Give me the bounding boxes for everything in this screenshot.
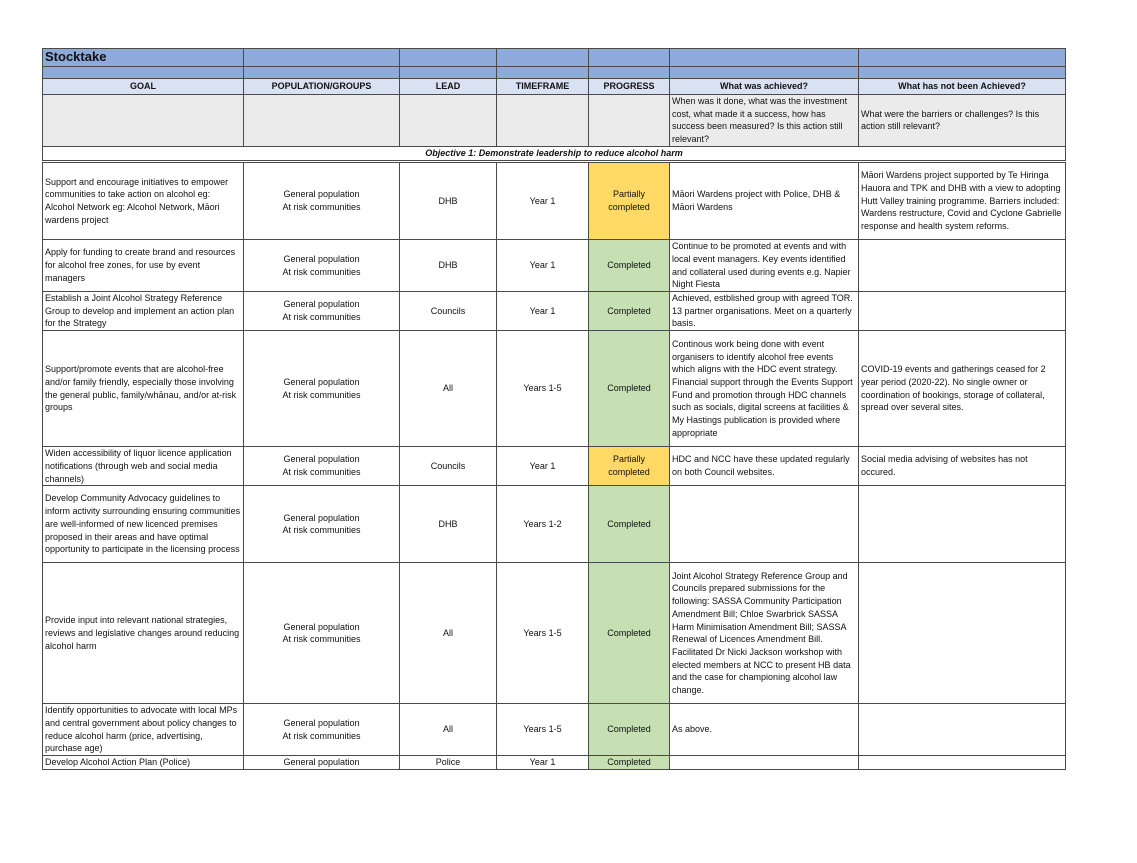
not-achieved-cell[interactable] bbox=[859, 331, 1066, 447]
not-achieved-text: Māori Wardens project supported by Te Hiringa Hauora and TPK and DHB with a view to adopting Hutt Valley training programme. Barriers included: Wardens restructure, Covid and Cyclone Gabrielle response and health system reforms. bbox=[861, 170, 1062, 232]
table-row bbox=[43, 240, 1066, 292]
population-line: General population bbox=[283, 253, 360, 264]
cell[interactable] bbox=[589, 95, 670, 147]
progress-cell[interactable] bbox=[589, 447, 670, 486]
cell[interactable] bbox=[497, 95, 589, 147]
timeframe-cell[interactable] bbox=[497, 486, 589, 563]
achieved-text: Continous work being done with event organisers to identify alcohol free events which aligns with the HDC event strategy. Financial support through the Events Support Fund and promotion through HDC channels such as socials, digital screens at facilities & My Hastings publication is provided where appropriate bbox=[672, 338, 853, 438]
cell[interactable] bbox=[244, 95, 400, 147]
lead-text: DHB bbox=[438, 518, 458, 529]
not-achieved-cell[interactable] bbox=[859, 292, 1066, 331]
population-line: At risk communities bbox=[282, 202, 361, 212]
progress-status: Completed bbox=[607, 305, 651, 316]
progress-status: Completed bbox=[607, 627, 651, 638]
timeframe-text: Years 1-5 bbox=[523, 627, 562, 638]
lead-text: DHB bbox=[438, 195, 458, 206]
progress-cell[interactable] bbox=[589, 331, 670, 447]
progress-cell[interactable] bbox=[589, 704, 670, 756]
header-not-achieved[interactable]: What has not been Achieved? bbox=[859, 79, 1066, 95]
population-line: General population bbox=[283, 299, 360, 310]
not-achieved-cell[interactable] bbox=[859, 563, 1066, 704]
goal-text: Develop Community Advocacy guidelines to inform activity surrounding ensuring communities are well-informed of new licenced premises proposed in their areas and have optimal opportunity to participate in the licensing process bbox=[45, 493, 241, 555]
timeframe-cell[interactable] bbox=[497, 447, 589, 486]
timeframe-cell[interactable] bbox=[497, 756, 589, 770]
goal-cell[interactable] bbox=[43, 756, 244, 770]
timeframe-text: Year 1 bbox=[529, 195, 556, 206]
timeframe-text: Year 1 bbox=[529, 260, 556, 271]
population-line: General population bbox=[283, 621, 360, 632]
timeframe-text: Years 1-5 bbox=[523, 383, 562, 394]
not-achieved-cell[interactable] bbox=[859, 704, 1066, 756]
lead-cell[interactable] bbox=[400, 486, 497, 563]
lead-cell[interactable] bbox=[400, 704, 497, 756]
population-line: At risk communities bbox=[282, 312, 361, 323]
population-cell[interactable] bbox=[244, 486, 400, 563]
population-cell[interactable] bbox=[244, 756, 400, 770]
progress-cell[interactable] bbox=[589, 756, 670, 770]
achieved-text: Joint Alcohol Strategy Reference Group and Councils prepared submissions for the following: SASSA Community Participation Amendment Bill; Chloe Swarbrick SASSA Harm Minimisation Amendment Bill; SASSA Renewal of Licences Amendment Bill. Facilitated Dr Nicki Jackson workshop with elected members at NCC to present HB data and the case for championing alcohol law change. bbox=[672, 570, 851, 696]
population-cell[interactable] bbox=[244, 704, 400, 756]
goal-text: Establish a Joint Alcohol Strategy Reference Group to develop and implement an action plan for the Strategy bbox=[45, 293, 235, 329]
progress-status: Partially completed bbox=[608, 189, 650, 212]
actions-table bbox=[42, 162, 1066, 770]
goal-text: Develop Alcohol Action Plan (Police) bbox=[45, 757, 191, 768]
progress-cell[interactable] bbox=[589, 486, 670, 563]
population-line: General population bbox=[283, 376, 360, 387]
goal-text: Support/promote events that are alcohol-free and/or family friendly, especially those involving the general public, family/whānau, and/or at-risk groups bbox=[45, 364, 237, 413]
table-row bbox=[43, 486, 1066, 563]
achieved-cell[interactable] bbox=[670, 486, 859, 563]
cell[interactable] bbox=[670, 67, 859, 79]
cell[interactable] bbox=[589, 67, 670, 79]
header-goal[interactable]: GOAL bbox=[43, 79, 244, 95]
progress-cell[interactable] bbox=[589, 292, 670, 331]
achieved-text: Māori Wardens project with Police, DHB & Māori Wardens bbox=[672, 189, 841, 212]
lead-cell[interactable] bbox=[400, 447, 497, 486]
lead-cell[interactable] bbox=[400, 163, 497, 240]
lead-cell[interactable] bbox=[400, 331, 497, 447]
timeframe-cell[interactable] bbox=[497, 704, 589, 756]
stocktake-table bbox=[42, 48, 1066, 161]
progress-cell[interactable] bbox=[589, 563, 670, 704]
table-row bbox=[43, 331, 1066, 447]
table-row bbox=[43, 756, 1066, 770]
cell[interactable] bbox=[244, 49, 400, 67]
goal-cell[interactable] bbox=[43, 486, 244, 563]
population-cell[interactable] bbox=[244, 240, 400, 292]
timeframe-text: Year 1 bbox=[529, 460, 556, 471]
lead-text: Councils bbox=[430, 305, 466, 316]
lead-text: DHB bbox=[438, 260, 458, 271]
table-row bbox=[43, 447, 1066, 486]
not-achieved-cell[interactable] bbox=[859, 756, 1066, 770]
lead-text: All bbox=[442, 724, 453, 735]
population-line: General population bbox=[283, 512, 360, 523]
progress-cell[interactable] bbox=[589, 240, 670, 292]
progress-status: Completed bbox=[607, 260, 651, 271]
progress-status: Completed bbox=[607, 383, 651, 394]
achieved-cell[interactable] bbox=[670, 292, 859, 331]
population-line: General population bbox=[283, 757, 360, 768]
population-cell[interactable] bbox=[244, 163, 400, 240]
cell[interactable] bbox=[589, 49, 670, 67]
lead-text: All bbox=[442, 627, 453, 638]
achieved-text: Achieved, estblished group with agreed TOR. 13 partner organisations. Meet on a quarterly basis. bbox=[672, 293, 853, 329]
progress-status: Completed bbox=[607, 724, 651, 735]
cell[interactable] bbox=[497, 49, 589, 67]
progress-status: Completed bbox=[607, 518, 651, 529]
timeframe-text: Year 1 bbox=[529, 305, 556, 316]
table-row bbox=[43, 163, 1066, 240]
table-row bbox=[43, 292, 1066, 331]
cell[interactable] bbox=[859, 49, 1066, 67]
population-line: At risk communities bbox=[282, 266, 361, 277]
population-line: At risk communities bbox=[282, 730, 361, 741]
population-line: At risk communities bbox=[282, 525, 361, 536]
timeframe-text: Years 1-5 bbox=[523, 724, 562, 735]
not-achieved-cell[interactable] bbox=[859, 447, 1066, 486]
header-lead[interactable]: LEAD bbox=[400, 79, 497, 95]
population-cell[interactable] bbox=[244, 331, 400, 447]
goal-cell[interactable] bbox=[43, 163, 244, 240]
population-line: At risk communities bbox=[282, 634, 361, 645]
header-achieved[interactable]: What was achieved? bbox=[670, 79, 859, 95]
timeframe-text: Year 1 bbox=[529, 757, 556, 768]
achieved-cell[interactable] bbox=[670, 704, 859, 756]
cell[interactable] bbox=[400, 67, 497, 79]
timeframe-text: Years 1-2 bbox=[523, 518, 562, 529]
population-line: General population bbox=[283, 189, 360, 200]
lead-text: Councils bbox=[430, 460, 466, 471]
timeframe-cell[interactable] bbox=[497, 163, 589, 240]
population-line: General population bbox=[283, 717, 360, 728]
not-achieved-cell[interactable] bbox=[859, 163, 1066, 240]
table-row bbox=[43, 704, 1066, 756]
cell[interactable] bbox=[670, 49, 859, 67]
population-line: At risk communities bbox=[282, 467, 361, 478]
progress-status: Completed bbox=[607, 757, 651, 768]
not-achieved-cell[interactable] bbox=[859, 240, 1066, 292]
cell[interactable] bbox=[244, 67, 400, 79]
achieved-cell[interactable] bbox=[670, 240, 859, 292]
goal-cell[interactable] bbox=[43, 240, 244, 292]
goal-text: Identify opportunities to advocate with local MPs and central government about policy changes to reduce alcohol harm (price, advertising, purchase age) bbox=[45, 705, 238, 754]
achieved-text: Continue to be promoted at events and with local event managers. Key events identified and collateral used during events e.g. Napier Night Fiesta bbox=[672, 241, 851, 290]
cell[interactable] bbox=[859, 67, 1066, 79]
cell[interactable] bbox=[400, 95, 497, 147]
lead-cell[interactable] bbox=[400, 240, 497, 292]
goal-cell[interactable] bbox=[43, 331, 244, 447]
lead-text: All bbox=[442, 383, 453, 394]
achieved-cell[interactable] bbox=[670, 163, 859, 240]
goal-text: Provide input into relevant national strategies, reviews and legislative changes around reducing alcohol harm bbox=[45, 615, 240, 651]
table-row bbox=[43, 563, 1066, 704]
goal-text: Support and encourage initiatives to empower communities to take action on alcohol eg: Alcohol Network eg: Alcohol Network, Māori wardens project bbox=[45, 176, 229, 225]
timeframe-cell[interactable] bbox=[497, 240, 589, 292]
achieved-cell[interactable] bbox=[670, 331, 859, 447]
cell[interactable] bbox=[43, 67, 244, 79]
header-progress[interactable]: PROGRESS bbox=[589, 79, 670, 95]
goal-cell[interactable] bbox=[43, 704, 244, 756]
cell[interactable] bbox=[497, 67, 589, 79]
timeframe-cell[interactable] bbox=[497, 292, 589, 331]
header-population[interactable]: POPULATION/GROUPS bbox=[244, 79, 400, 95]
achieved-cell[interactable] bbox=[670, 447, 859, 486]
progress-status: Partially completed bbox=[608, 454, 650, 478]
sheet-title[interactable]: Stocktake bbox=[43, 49, 244, 67]
population-cell[interactable] bbox=[244, 563, 400, 704]
objective-heading[interactable]: Objective 1: Demonstrate leadership to reduce alcohol harm bbox=[43, 146, 1066, 160]
goal-cell[interactable] bbox=[43, 292, 244, 331]
lead-text: Police bbox=[435, 757, 461, 768]
lead-cell[interactable] bbox=[400, 756, 497, 770]
achieved-cell[interactable] bbox=[670, 563, 859, 704]
population-line: General population bbox=[283, 454, 360, 465]
not-achieved-description[interactable]: What were the barriers or challenges? Is this action still relevant? bbox=[859, 95, 1066, 147]
population-line: At risk communities bbox=[282, 389, 361, 400]
achieved-description[interactable]: When was it done, what was the investment cost, what made it a success, how has success been measured? Is this action still relevant? bbox=[670, 95, 859, 147]
not-achieved-text: Social media advising of websites has not occured. bbox=[861, 454, 1028, 478]
timeframe-cell[interactable] bbox=[497, 331, 589, 447]
goal-text: Widen accessibility of liquor licence application notifications (through web and social media channels) bbox=[45, 448, 232, 484]
goal-cell[interactable] bbox=[43, 563, 244, 704]
achieved-cell[interactable] bbox=[670, 756, 859, 770]
achieved-text: As above. bbox=[672, 724, 713, 735]
not-achieved-cell[interactable] bbox=[859, 486, 1066, 563]
cell[interactable] bbox=[400, 49, 497, 67]
population-cell[interactable] bbox=[244, 292, 400, 331]
lead-cell[interactable] bbox=[400, 563, 497, 704]
timeframe-cell[interactable] bbox=[497, 563, 589, 704]
lead-cell[interactable] bbox=[400, 292, 497, 331]
goal-cell[interactable] bbox=[43, 447, 244, 486]
population-cell[interactable] bbox=[244, 447, 400, 486]
not-achieved-text: COVID-19 events and gatherings ceased for 2 year period (2020-22). No single owner or coordination of bookings, storage of collateral, spread over several sites. bbox=[861, 364, 1046, 413]
header-timeframe[interactable]: TIMEFRAME bbox=[497, 79, 589, 95]
cell[interactable] bbox=[43, 95, 244, 147]
goal-text: Apply for funding to create brand and resources for alcohol free zones, for use by event managers bbox=[45, 247, 236, 283]
achieved-text: HDC and NCC have these updated regularly on both Council websites. bbox=[672, 454, 850, 478]
progress-cell[interactable] bbox=[589, 163, 670, 240]
